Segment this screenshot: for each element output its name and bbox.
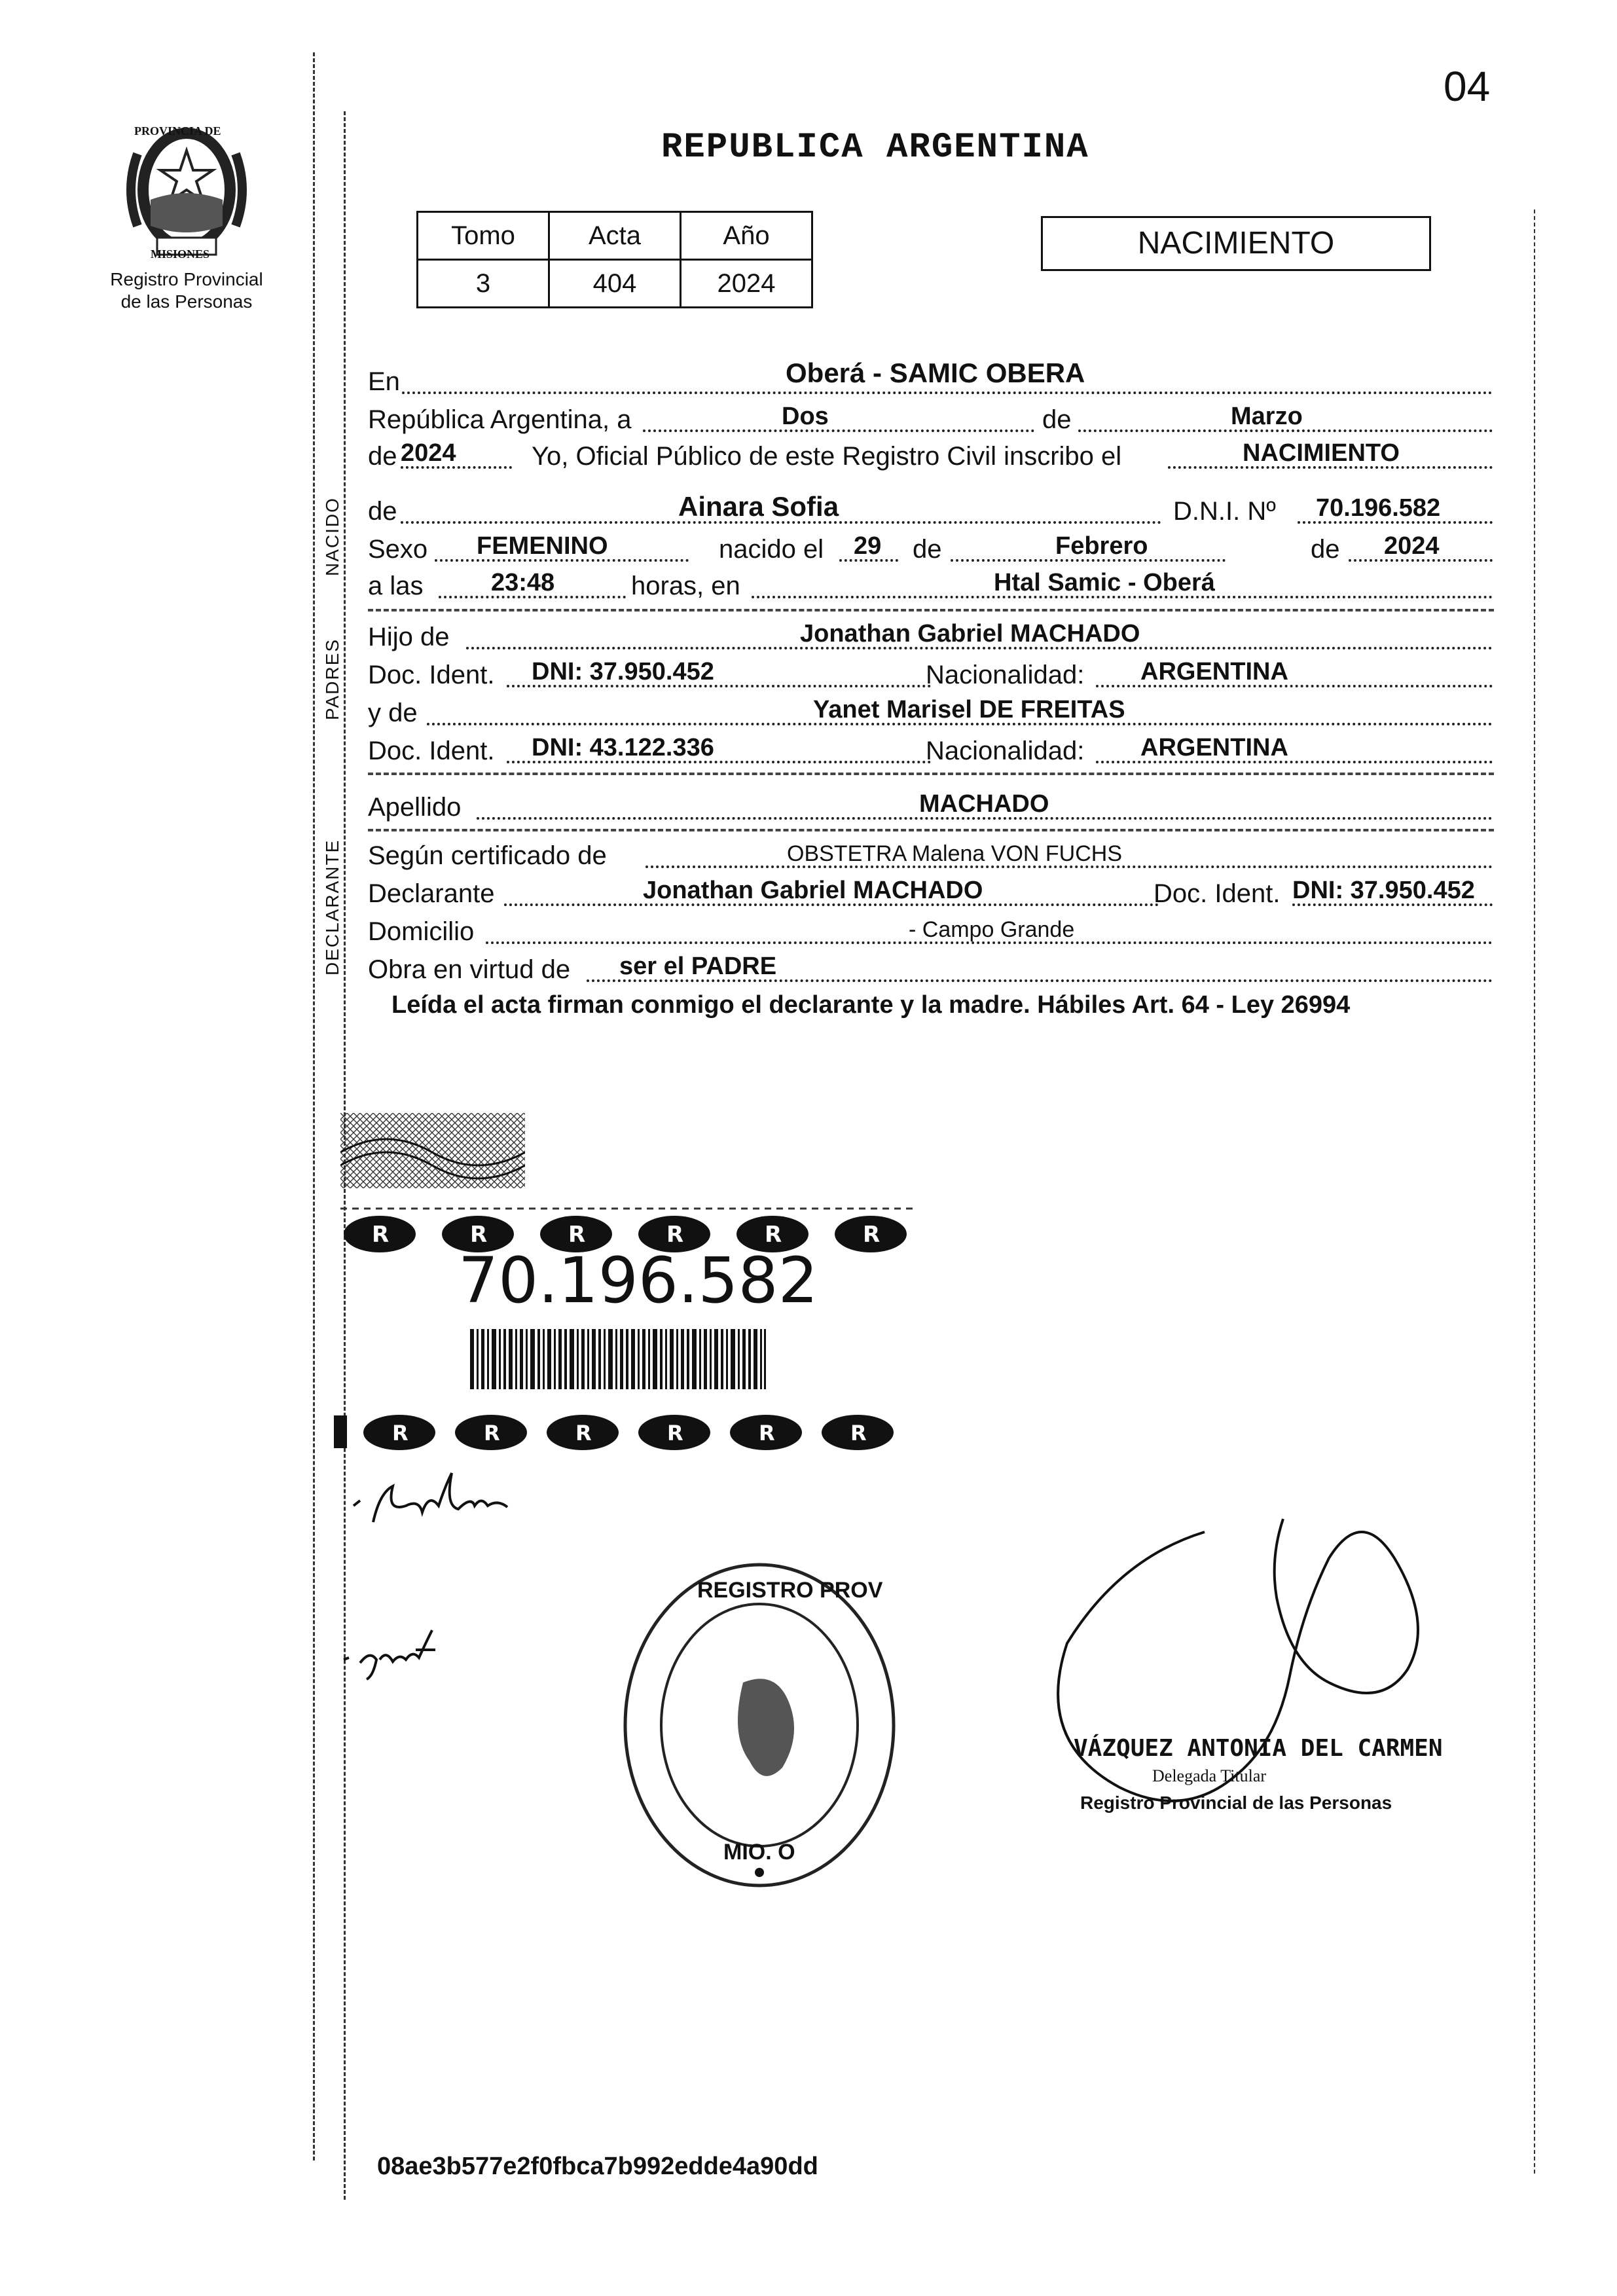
country-title: REPUBLICA ARGENTINA	[661, 128, 1089, 168]
svg-text:REGISTRO PROV: REGISTRO PROV	[697, 1578, 883, 1603]
mother-signature	[334, 1624, 465, 1683]
margin-line-right	[1534, 210, 1535, 2174]
label-doc-declarant: Doc. Ident.	[1154, 879, 1281, 908]
label-sexo: Sexo	[368, 535, 428, 564]
sticker-number: 70.196.582	[458, 1244, 818, 1317]
record-type-box: NACIMIENTO	[1041, 216, 1431, 271]
footer-hash: 08ae3b577e2f0fbca7b992edde4a90dd	[377, 2153, 818, 2180]
svg-text:R: R	[667, 1421, 683, 1446]
label-de-month: de	[1042, 405, 1072, 434]
label-nacionalidad-father: Nacionalidad:	[926, 661, 1085, 689]
security-hologram	[340, 1113, 525, 1188]
value-birth-place: Htal Samic - Oberá	[994, 569, 1215, 596]
svg-text:R: R	[666, 1222, 684, 1248]
label-doc-father: Doc. Ident.	[368, 661, 495, 689]
dotted-fill	[402, 392, 1493, 394]
row-place	[368, 357, 1493, 399]
logo-caption	[79, 268, 295, 313]
svg-text:R: R	[575, 1421, 592, 1446]
father-signature	[347, 1467, 556, 1539]
svg-text:R: R	[863, 1222, 881, 1248]
svg-text:R: R	[470, 1222, 488, 1248]
value-year: 2024	[401, 439, 456, 467]
row-certificate	[368, 834, 1493, 873]
logo-text-bottom: MISIONES	[151, 247, 210, 261]
value-mother-nationality: ARGENTINA	[1140, 734, 1288, 761]
value-tomo: 3	[418, 260, 549, 308]
value-name: Ainara Sofia	[678, 491, 839, 522]
value-month: Marzo	[1231, 403, 1303, 430]
label-en: En	[368, 367, 400, 396]
value-mother-name: Yanet Marisel DE FREITAS	[813, 696, 1125, 723]
value-declarant-name: Jonathan Gabriel MACHADO	[643, 877, 983, 904]
header-anio: Año	[681, 212, 812, 260]
row-date	[368, 398, 1493, 437]
official-stamp	[619, 1558, 900, 1892]
official-role: Delegada Titular	[1152, 1766, 1267, 1785]
header-acta: Acta	[549, 212, 681, 260]
label-segun: Según certificado de	[368, 841, 607, 870]
section-separator	[368, 609, 1494, 611]
label-nacido: nacido el	[719, 535, 824, 564]
value-father-doc: DNI: 37.950.452	[532, 658, 714, 685]
value-declarant-doc: DNI: 37.950.452	[1292, 877, 1475, 904]
header-tomo: Tomo	[418, 212, 549, 260]
label-de-year: de	[368, 442, 397, 471]
svg-text:MIO. O: MIO. O	[723, 1840, 795, 1865]
registry-table	[416, 211, 813, 308]
label-obra: Obra en virtud de	[368, 955, 571, 984]
svg-text:R: R	[484, 1421, 500, 1446]
value-act-type: NACIMIENTO	[1243, 439, 1400, 467]
side-label-declarante: DECLARANTE	[322, 839, 342, 975]
page-number: 04	[1444, 63, 1491, 110]
margin-line-outer	[313, 52, 315, 2160]
registry-table-header	[418, 212, 812, 260]
row-sex-birth	[368, 528, 1493, 567]
label-apellido: Apellido	[368, 793, 462, 822]
row-surname	[368, 786, 1493, 825]
sticker-band-bottom	[334, 1408, 917, 1453]
row-time-place	[368, 564, 1493, 604]
row-father-doc	[368, 653, 1493, 693]
value-capacity: ser el PADRE	[619, 953, 777, 980]
svg-text:R: R	[759, 1421, 775, 1446]
value-birth-time: 23:48	[491, 569, 555, 596]
value-birth-month: Febrero	[1055, 532, 1148, 560]
row-declarant	[368, 872, 1493, 911]
official-organization: Registro Provincial de las Personas	[1080, 1793, 1392, 1813]
section-separator	[368, 773, 1494, 775]
value-certificate: OBSTETRA Malena VON FUCHS	[787, 841, 1123, 866]
registry-table-values	[418, 260, 812, 308]
label-hijo: Hijo de	[368, 623, 450, 651]
value-surname: MACHADO	[919, 790, 1049, 818]
label-de-name: de	[368, 497, 397, 526]
value-day: Dos	[782, 403, 829, 430]
value-birth-day: 29	[854, 532, 882, 560]
label-republica: República Argentina, a	[368, 405, 632, 434]
row-father	[368, 615, 1493, 655]
svg-text:R: R	[392, 1421, 409, 1446]
official-name: VÁZQUEZ ANTONIA DEL CARMEN	[1074, 1735, 1443, 1762]
value-sex: FEMENINO	[477, 532, 608, 560]
value-domicile: - Campo Grande	[909, 917, 1075, 942]
logo-caption-line1: Registro Provincial	[110, 269, 263, 289]
side-label-nacido: NACIDO	[322, 497, 342, 576]
value-father-nationality: ARGENTINA	[1140, 658, 1288, 685]
side-label-padres: PADRES	[322, 638, 342, 720]
row-domicile	[368, 910, 1493, 949]
label-inscribo: Yo, Oficial Público de este Registro Civil inscribo el	[532, 442, 1122, 471]
value-anio: 2024	[681, 260, 812, 308]
row-mother	[368, 691, 1493, 731]
svg-text:R: R	[765, 1222, 782, 1248]
label-nacionalidad-mother: Nacionalidad:	[926, 737, 1085, 765]
svg-text:R: R	[372, 1222, 390, 1248]
label-a-las: a las	[368, 572, 424, 600]
label-declarante: Declarante	[368, 879, 495, 908]
value-dni: 70.196.582	[1316, 494, 1441, 522]
svg-text:R: R	[568, 1222, 586, 1248]
logo-caption-line2: de las Personas	[120, 291, 253, 312]
value-birth-year: 2024	[1384, 532, 1440, 560]
value-mother-doc: DNI: 43.122.336	[532, 734, 714, 761]
label-horas: horas, en	[631, 572, 740, 600]
label-doc-mother: Doc. Ident.	[368, 737, 495, 765]
row-mother-doc	[368, 729, 1493, 769]
row-capacity	[368, 948, 1493, 987]
row-name	[368, 490, 1493, 529]
value-father-name: Jonathan Gabriel MACHADO	[800, 620, 1140, 647]
label-dni: D.N.I. Nº	[1173, 497, 1276, 526]
label-de-birth-month: de	[913, 535, 942, 564]
label-de-birth-year: de	[1311, 535, 1340, 564]
label-y-de: y de	[368, 699, 418, 727]
logo-text-top: PROVINCIA DE	[134, 124, 221, 137]
row-inscription	[368, 435, 1493, 474]
label-domicilio: Domicilio	[368, 917, 475, 946]
section-separator	[368, 829, 1494, 831]
dotted-fill	[643, 429, 1034, 432]
official-signature	[989, 1480, 1460, 1846]
legal-text: Leída el acta firman conmigo el declarante y la madre. Hábiles Art. 64 - Ley 26994	[391, 991, 1351, 1019]
value-place: Oberá - SAMIC OBERA	[786, 357, 1085, 388]
value-acta: 404	[549, 260, 681, 308]
barcode	[470, 1329, 766, 1389]
svg-text:R: R	[850, 1421, 867, 1446]
